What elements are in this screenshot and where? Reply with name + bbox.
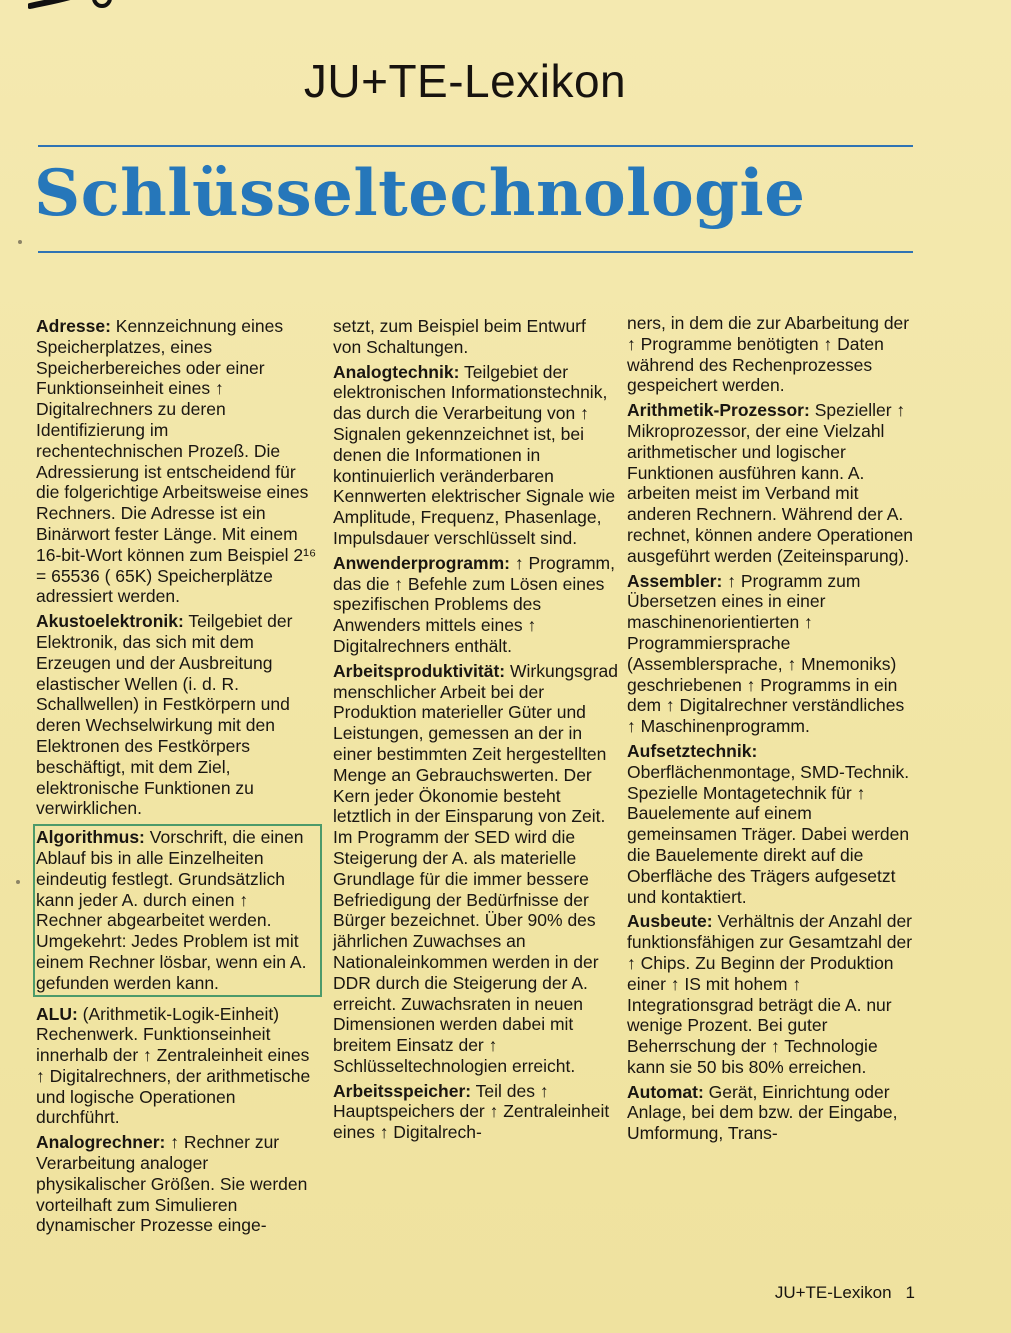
entry-arithmetik-prozessor	[627, 400, 917, 566]
entry-analogtechnik	[333, 362, 618, 549]
text-column-2	[333, 316, 618, 1147]
title-rule-top	[38, 145, 913, 147]
page-number: 1	[905, 1283, 915, 1302]
entry-term: Ausbeute:	[627, 911, 713, 932]
entry-assembler	[627, 571, 917, 737]
entry-arbeitsproduktivitaet	[333, 661, 618, 1077]
entry-definition: Verhältnis der Anzahl der funktionsfähigen zur Gesamtzahl der ↑ Chips. Zu Beginn der Produktion einer ↑ IS mit hohem ↑ Integrationsgrad beträgt die A. nur wenige Prozent. Bei guter Beherrschung der ↑ Technologie kann sie 50 bis 80% erreichen.	[627, 911, 913, 1077]
publication-header: JU+TE-Lexikon	[303, 55, 627, 107]
text-column-3	[627, 313, 917, 1148]
entry-automat	[627, 1082, 917, 1144]
entry-term: Analogrechner:	[36, 1132, 166, 1153]
entry-definition: Oberflächenmontage, SMD-Technik. Spezielle Montagetechnik für ↑ Bauelemente auf einem gemeinsamen Träger. Dabei werden die Bauelemente direkt auf die Oberfläche des Trägers aufgesetzt und kontaktiert.	[627, 761, 910, 907]
title-rule-bottom	[38, 251, 913, 253]
entry-definition: ners, in dem die zur Abarbeitung der ↑ Programme benötigten ↑ Daten während des Rechenprozesses gespeichert werden.	[627, 313, 910, 396]
footer-publication: JU+TE-Lexikon	[774, 1283, 892, 1302]
page-title: Schlüsseltechnologie	[34, 156, 806, 231]
entry-continuation	[627, 313, 917, 396]
entry-definition: Teilgebiet der Elektronik, das sich mit dem Erzeugen und der Ausbreitung elastischer Wellen (i. d. R. Schallwellen) in Festkörpern und deren Wechselwirkung mit den Elektronen des Festkörpers beschäftigt, mit dem Ziel, elektronische Funktionen zu verwirklichen.	[36, 611, 293, 819]
entry-aufsetztechnik	[627, 741, 917, 907]
entry-definition: ↑ Programm zum Übersetzen eines in einer maschinenorientierten ↑ Programmiersprache (Assemblersprache, ↑ Mnemoniks) geschriebenen ↑ Programms in ein dem ↑ Digitalrechner verständliches ↑ Maschinenprogramm.	[627, 570, 905, 737]
entry-term: Arbeitsproduktivität:	[333, 660, 506, 681]
entry-definition: Vorschrift, die einen Ablauf bis in alle Einzelheiten eindeutig festlegt. Grundsätzlich kann jeder A. durch einen ↑ Rechner abgearbeitet werden. Umgekehrt: Jedes Problem ist mit einem Rechner lösbar, wenn ein A. gefunden werden kann.	[36, 827, 307, 993]
entry-adresse	[36, 316, 319, 607]
entry-definition: Spezieller ↑ Mikroprozessor, der eine Vielzahl arithmetischer und logischer Funktionen ausführen kann. A. arbeiten meist im Verband mit anderen Rechnern. Während der A. rechnet, können andere Operationen ausgeführt werden (Zeiteinsparung).	[627, 400, 914, 566]
entry-term: Automat:	[627, 1081, 704, 1102]
paper-speck	[16, 880, 20, 884]
entry-anwenderprogramm	[333, 553, 618, 657]
entry-arbeitsspeicher	[333, 1081, 618, 1143]
entry-alu	[36, 1004, 319, 1129]
page-footer	[761, 1283, 915, 1303]
paper-speck	[18, 240, 22, 244]
entry-term: Aufsetztechnik:	[627, 740, 758, 761]
corner-scribble-mark	[28, 0, 118, 20]
entry-term: ALU:	[36, 1003, 78, 1024]
entry-analogrechner	[36, 1132, 319, 1236]
entry-definition: (Arithmetik-Logik-Einheit) Rechenwerk. Funktionseinheit innerhalb der ↑ Zentraleinheit eines ↑ Digitalrechners, der arithmetische und logische Operationen durchführt.	[36, 1003, 311, 1128]
entry-ausbeute	[627, 911, 917, 1077]
entry-algorithmus	[36, 827, 319, 993]
entry-definition: ↑ Rechner zur Verarbeitung analoger physikalischer Größen. Sie werden vorteilhaft zum Simulieren dynamischer Prozesse einge-	[36, 1132, 308, 1236]
entry-term: Anwenderprogramm:	[333, 552, 510, 573]
entry-definition: Teil des ↑ Hauptspeichers der ↑ Zentraleinheit eines ↑ Digitalrech-	[333, 1080, 610, 1143]
entry-term: Arbeitsspeicher:	[333, 1080, 472, 1101]
entry-term: Adresse:	[36, 316, 111, 336]
entry-definition: ↑ Programm, das die ↑ Befehle zum Lösen eines spezifischen Problems des Anwenders mittels eines ↑ Digitalrechners enthält.	[333, 552, 615, 656]
entry-term: Algorithmus:	[36, 827, 145, 848]
entry-definition: Teilgebiet der elektronischen Informationstechnik, das durch die Verarbeitung von ↑ Signalen gekennzeichnet ist, bei denen die Informationen in kontinuierlich veränderbaren Kennwerten elektrischer Signale wie Amplitude, Frequenz, Phasenlage, Impulsdauer verschlüsselt sind.	[333, 361, 616, 548]
entry-term: Arithmetik-Prozessor:	[627, 400, 810, 421]
entry-term: Akustoelektronik:	[36, 611, 184, 632]
entry-definition: setzt, zum Beispiel beim Entwurf von Schaltungen.	[333, 316, 586, 357]
entry-term: Assembler:	[627, 570, 723, 591]
entry-definition: Wirkungsgrad menschlicher Arbeit bei der Produktion materieller Güter und Leistungen, gemessen an der in einer bestimmten Zeit hergestellten Menge an Gebrauchswerten. Der Kern jeder Ökonomie besteht letztlich in der Einsparung von Zeit. Im Programm der SED wird die Steigerung der A. als materielle Grundlage für die immer bessere Befriedigung der Bedürfnisse der Bürger bezeichnet. Über 90% des jährlichen Zuwachses an Nationaleinkommen werden in der DDR durch die Steigerung der A. erreicht. Zuwachsraten in neuen Dimensionen werden dabei mit breitem Einsatz der ↑ Schlüsseltechnologien erreicht.	[333, 660, 618, 1076]
entry-definition: Gerät, Einrichtung oder Anlage, bei dem bzw. der Eingabe, Umformung, Trans-	[627, 1081, 898, 1144]
entry-akustoelektronik	[36, 611, 319, 819]
entry-definition: Kennzeichnung eines Speicherplatzes, eines Speicherbereiches oder einer Funktionseinheit eines ↑ Digitalrechners zu deren Identifizierung im rechentechnischen Prozeß. Die Adressierung ist entscheidend für die folgerichtige Arbeitsweise eines Rechners. Die Adresse ist ein Binärwort fester Länge. Mit einem 16-bit-Wort können zum Beispiel 2¹⁶ = 65536 ( 65K) Speicherplätze adressiert werden.	[36, 316, 317, 607]
entry-continuation	[333, 316, 618, 358]
text-column-1	[36, 316, 319, 1240]
entry-term: Analogtechnik:	[333, 361, 460, 382]
